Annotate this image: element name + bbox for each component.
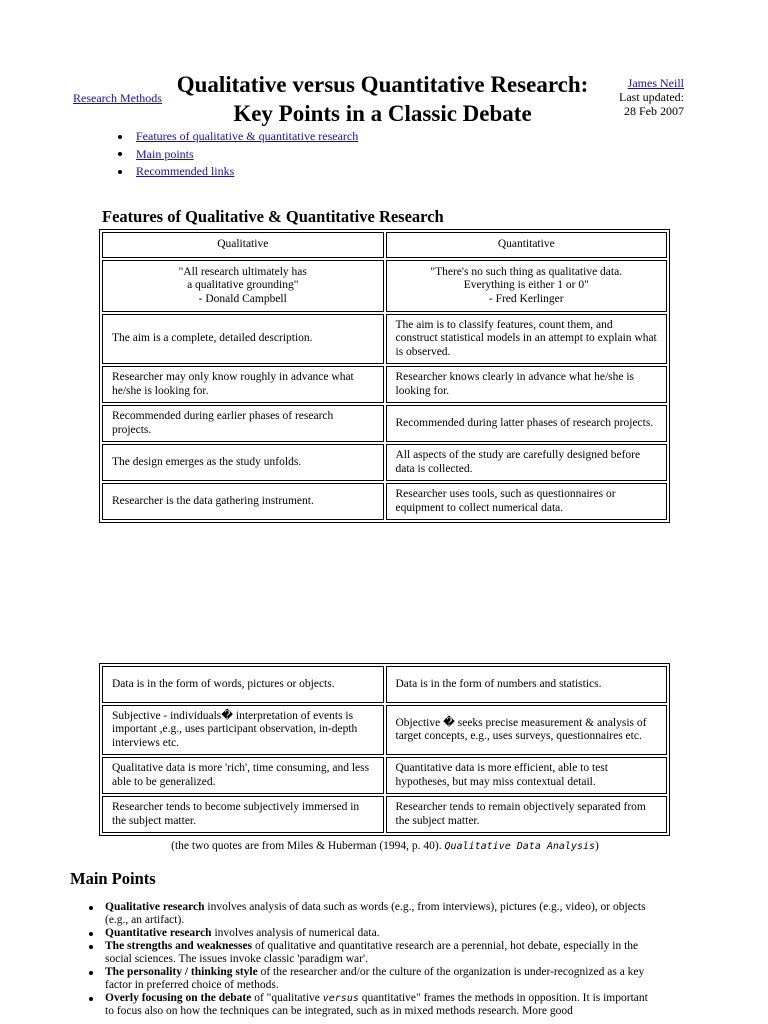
cell-qualitative: Researcher may only know roughly in advance what he/she is looking for. (102, 366, 384, 403)
bullet-icon (118, 135, 122, 139)
list-item (88, 992, 648, 1018)
bullet-icon (118, 170, 122, 174)
table-row (102, 444, 667, 481)
list-item (88, 901, 648, 927)
table-row (102, 405, 667, 442)
table-row (102, 796, 667, 833)
table-header-row (102, 232, 667, 258)
cell-quantitative: Researcher knows clearly in advance what he/she is looking for. (386, 366, 668, 403)
quote-source-caption (100, 840, 670, 852)
bullet-icon (118, 152, 122, 156)
updated-date: 28 Feb 2007 (624, 104, 684, 118)
point-text: of the researcher and/or the culture of the organization is under-recognized as a key factor in preferred choice of methods. (105, 966, 645, 991)
point-term: Overly focusing on the debate (105, 992, 252, 1004)
quote-quantitative (386, 260, 668, 312)
page-title (165, 70, 600, 128)
list-item (88, 966, 648, 992)
header-quantitative: Quantitative (386, 232, 668, 258)
cell-quantitative: Researcher uses tools, such as questionnaires or equipment to collect numerical data. (386, 483, 668, 520)
cell-qualitative: The design emerges as the study unfolds. (102, 444, 384, 481)
quote-line: "All research ultimately has (178, 265, 307, 278)
point-term: Qualitative research (105, 901, 205, 913)
cell-qualitative: Qualitative data is more 'rich', time consuming, and less able to be generalized. (102, 757, 384, 794)
header-qualitative: Qualitative (102, 232, 384, 258)
quote-line: a qualitative grounding" (187, 279, 299, 292)
table-row (102, 366, 667, 403)
table-row (102, 666, 667, 703)
cell-quantitative: Quantitative data is more efficient, able to test hypotheses, but may miss contextual detail. (386, 757, 668, 794)
quote-line: Everything is either 1 or 0" (463, 279, 589, 292)
quote-author: - Fred Kerlinger (488, 292, 564, 305)
cell-qualitative: The aim is a complete, detailed description. (102, 314, 384, 364)
list-item (88, 940, 648, 966)
point-text: involves analysis of data such as words (e.g., from interviews), pictures (e.g., video), or objects (e.g., an artifact). (105, 901, 646, 926)
table-row (102, 314, 667, 364)
toc-item (118, 163, 358, 181)
main-points-heading: Main Points (70, 869, 156, 888)
point-term: The strengths and weaknesses (105, 940, 253, 952)
author-link[interactable]: James Neill (627, 76, 684, 90)
title-line-2: Key Points in a Classic Debate (233, 101, 532, 126)
list-item (88, 927, 648, 940)
cell-quantitative: All aspects of the study are carefully designed before data is collected. (386, 444, 668, 481)
table-row (102, 757, 667, 794)
cell-qualitative: Researcher tends to become subjectively immersed in the subject matter. (102, 796, 384, 833)
update-info (604, 76, 684, 118)
features-heading: Features of Qualitative & Quantitative Research (102, 207, 444, 226)
toc-item (118, 128, 358, 146)
point-text: involves analysis of numerical data. (211, 927, 380, 939)
point-text: of "qualitative (251, 992, 323, 1004)
bullet-icon (89, 906, 93, 910)
point-text: of qualitative and quantitative research are a perennial, hot debate, especially in the social sciences. The issues invoke classic 'paradigm war'. (105, 940, 639, 965)
cell-qualitative: Recommended during earlier phases of research projects. (102, 405, 384, 442)
caption-book-title: Qualitative Data Analysis (444, 841, 596, 852)
caption-close: ) (595, 840, 599, 852)
cell-qualitative: Researcher is the data gathering instrument. (102, 483, 384, 520)
cell-quantitative: Objective � seeks precise measurement & analysis of target concepts, e.g., uses surveys, questionnaires etc. (386, 705, 668, 755)
research-methods-link[interactable]: Research Methods (73, 91, 162, 105)
bullet-icon (89, 932, 93, 936)
toc-item (118, 146, 358, 164)
cell-quantitative: Recommended during latter phases of research projects. (386, 405, 668, 442)
main-points-list (88, 901, 648, 1018)
features-table-continued (99, 663, 670, 836)
cell-qualitative: Data is in the form of words, pictures or objects. (102, 666, 384, 703)
quote-author: - Donald Campbell (198, 292, 287, 305)
cell-quantitative: Researcher tends to remain objectively separated from the subject matter. (386, 796, 668, 833)
toc-link-features[interactable]: Features of qualitative & quantitative research (136, 129, 359, 143)
point-italic: versus (322, 993, 359, 1004)
table-row (102, 483, 667, 520)
toc-link-main-points[interactable]: Main points (136, 146, 194, 161)
quote-line: "There's no such thing as qualitative data. (430, 265, 623, 278)
bullet-icon (89, 971, 93, 975)
bullet-icon (89, 945, 93, 949)
bullet-icon (89, 997, 93, 1001)
point-term: The personality / thinking style (105, 966, 258, 978)
quote-row (102, 260, 667, 312)
point-term: Quantitative research (105, 927, 212, 939)
title-line-1: Qualitative versus Quantitative Research: (176, 72, 589, 97)
toc-link-recommended[interactable]: Recommended links (136, 164, 235, 178)
quote-qualitative (102, 260, 384, 312)
point-text: quantitative" frames the methods in opposition. It is important to focus also on how the techniques can be integrated, such as in mixed methods research. More good (105, 992, 648, 1017)
cell-quantitative: The aim is to classify features, count them, and construct statistical models in an attempt to explain what is observed. (386, 314, 668, 364)
updated-label: Last updated: (619, 90, 684, 104)
table-of-contents (118, 128, 358, 181)
caption-text: (the two quotes are from Miles & Huberman (1994, p. 40). (171, 840, 445, 852)
cell-qualitative: Subjective - individuals� interpretation of events is important ,e.g., uses participant observation, in-depth interviews etc. (102, 705, 384, 755)
cell-quantitative: Data is in the form of numbers and statistics. (386, 666, 668, 703)
features-table (99, 229, 670, 523)
table-row (102, 705, 667, 755)
